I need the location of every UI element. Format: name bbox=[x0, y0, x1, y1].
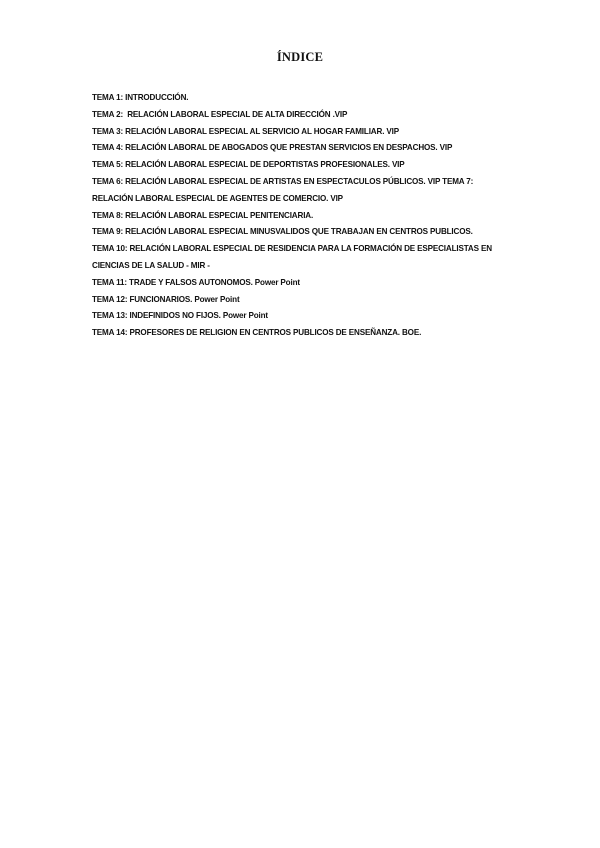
index-entry-text[interactable]: TEMA 12: FUNCIONARIOS. Power Point bbox=[92, 294, 240, 304]
index-entry-text[interactable]: TEMA 4: RELACIÓN LABORAL DE ABOGADOS QUE PRESTAN SERVICIOS EN DESPACHOS. VIP bbox=[92, 143, 453, 153]
index-entry-text[interactable]: TEMA 3: RELACIÓN LABORAL ESPECIAL AL SERVICIO AL HOGAR FAMILIAR. VIP bbox=[92, 126, 399, 136]
index-entry-tema-10[interactable] bbox=[92, 241, 512, 275]
index-entry-tema-8[interactable] bbox=[92, 208, 512, 225]
index-entry-text[interactable]: TEMA 8: RELACIÓN LABORAL ESPECIAL PENITENCIARIA. bbox=[92, 210, 314, 220]
index-entry-text[interactable]: TEMA 2: RELACIÓN LABORAL ESPECIAL DE ALTA DIRECCIÓN .VIP bbox=[92, 109, 348, 119]
index-list bbox=[92, 90, 512, 342]
index-entry-tema-14[interactable] bbox=[92, 325, 512, 342]
index-entry-tema-2[interactable] bbox=[92, 107, 512, 124]
index-entry-text[interactable]: TEMA 14: PROFESORES DE RELIGION EN CENTROS PUBLICOS DE ENSEÑANZA. BOE. bbox=[92, 328, 422, 338]
index-entry-text[interactable]: TEMA 10: RELACIÓN LABORAL ESPECIAL DE RESIDENCIA PARA LA FORMACIÓN DE ESPECIALISTAS EN CIENCIAS DE LA SALUD - MIR - bbox=[92, 244, 495, 270]
index-entry-text[interactable]: TEMA 6: RELACIÓN LABORAL ESPECIAL DE ARTISTAS EN ESPECTACULOS PÚBLICOS. VIP TEMA 7: RELACIÓN LABORAL ESPECIAL DE AGENTES DE COMERCIO. VIP bbox=[92, 176, 476, 203]
page-title: ÍNDICE bbox=[276, 50, 324, 64]
index-entry-text[interactable]: TEMA 9: RELACIÓN LABORAL ESPECIAL MINUSVALIDOS QUE TRABAJAN EN CENTROS PUBLICOS. bbox=[92, 227, 473, 237]
index-entry-tema-6-7[interactable] bbox=[92, 174, 512, 208]
index-entry-text[interactable]: TEMA 11: TRADE Y FALSOS AUTONOMOS. Power Point bbox=[92, 277, 300, 287]
index-entry-tema-13[interactable] bbox=[92, 308, 512, 325]
index-entry-tema-9[interactable] bbox=[92, 224, 512, 241]
index-entry-text[interactable]: TEMA 1: INTRODUCCIÓN. bbox=[92, 93, 189, 102]
index-entry-tema-1[interactable] bbox=[92, 90, 512, 107]
index-entry-tema-3[interactable] bbox=[92, 124, 512, 141]
index-entry-tema-4[interactable] bbox=[92, 140, 512, 157]
index-entry-text[interactable]: TEMA 5: RELACIÓN LABORAL ESPECIAL DE DEPORTISTAS PROFESIONALES. VIP bbox=[92, 160, 405, 170]
index-entry-tema-5[interactable] bbox=[92, 157, 512, 174]
index-entry-tema-11[interactable] bbox=[92, 275, 512, 292]
index-entry-tema-12[interactable] bbox=[92, 292, 512, 309]
index-entry-text[interactable]: TEMA 13: INDEFINIDOS NO FIJOS. Power Point bbox=[92, 311, 268, 321]
